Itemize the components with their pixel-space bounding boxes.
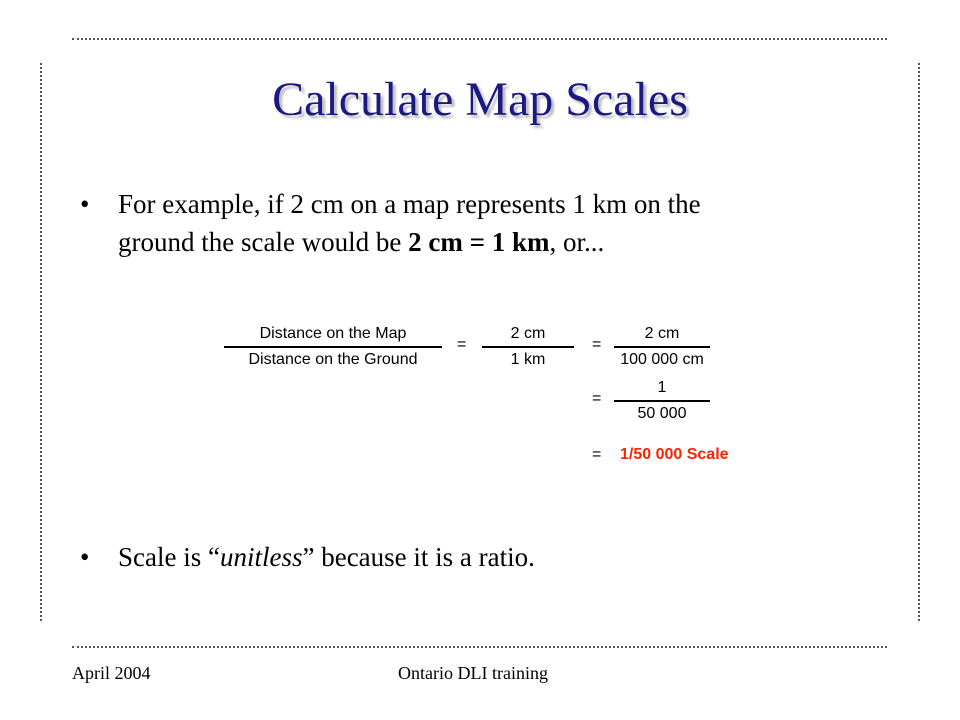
fraction-denominator: 50 000 [637, 405, 687, 422]
equals-sign: = [592, 446, 602, 463]
bullet-unitless [80, 538, 840, 578]
right-border [918, 63, 920, 621]
footer-date: April 2004 [72, 663, 151, 683]
bullet-example-tail: , or... [549, 227, 605, 257]
fraction-denominator: 1 km [510, 351, 546, 368]
bullet-example-text [118, 185, 838, 261]
fraction-bar [224, 346, 442, 348]
bullet-example-line1: For example, if 2 cm on a map represents 1 km on the [118, 189, 701, 219]
bullet-example-bold: 2 cm = 1 km [408, 227, 550, 257]
bullet-unitless-start: Scale is “ [118, 542, 220, 572]
left-border [40, 63, 42, 621]
top-divider [72, 38, 887, 40]
equals-sign: = [592, 336, 602, 353]
bullet-example [80, 185, 840, 265]
bullet-dot: • [80, 189, 90, 219]
fraction-bar [614, 346, 710, 348]
scale-result: 1/50 000 Scale [620, 446, 729, 463]
fraction-bar [614, 400, 710, 402]
equals-sign: = [592, 390, 602, 407]
bullet-example-line2: ground the scale would be [118, 227, 409, 257]
footer-org: Ontario DLI training [398, 663, 548, 683]
slide-title: Calculate Map Scales [272, 73, 688, 126]
fraction-2cm-1km [482, 324, 574, 370]
fraction-numerator: 2 cm [644, 325, 680, 342]
equals-sign: = [457, 336, 467, 353]
fraction-numerator: 2 cm [510, 325, 546, 342]
bullet-dot: • [80, 542, 90, 572]
fraction-bar [482, 346, 574, 348]
fraction-numerator: 1 [657, 379, 667, 396]
bottom-divider [72, 646, 887, 648]
lhs-denominator: Distance on the Ground [248, 351, 418, 368]
bullet-unitless-text [118, 538, 838, 576]
fraction-2cm-100000cm [614, 324, 710, 370]
lhs-numerator: Distance on the Map [259, 325, 407, 342]
fraction-denominator: 100 000 cm [620, 351, 704, 368]
bullet-unitless-end: ” because it is a ratio. [302, 542, 535, 572]
lhs-fraction [224, 324, 442, 370]
fraction-1-50000 [614, 378, 710, 424]
bullet-unitless-italic: unitless [219, 542, 303, 572]
